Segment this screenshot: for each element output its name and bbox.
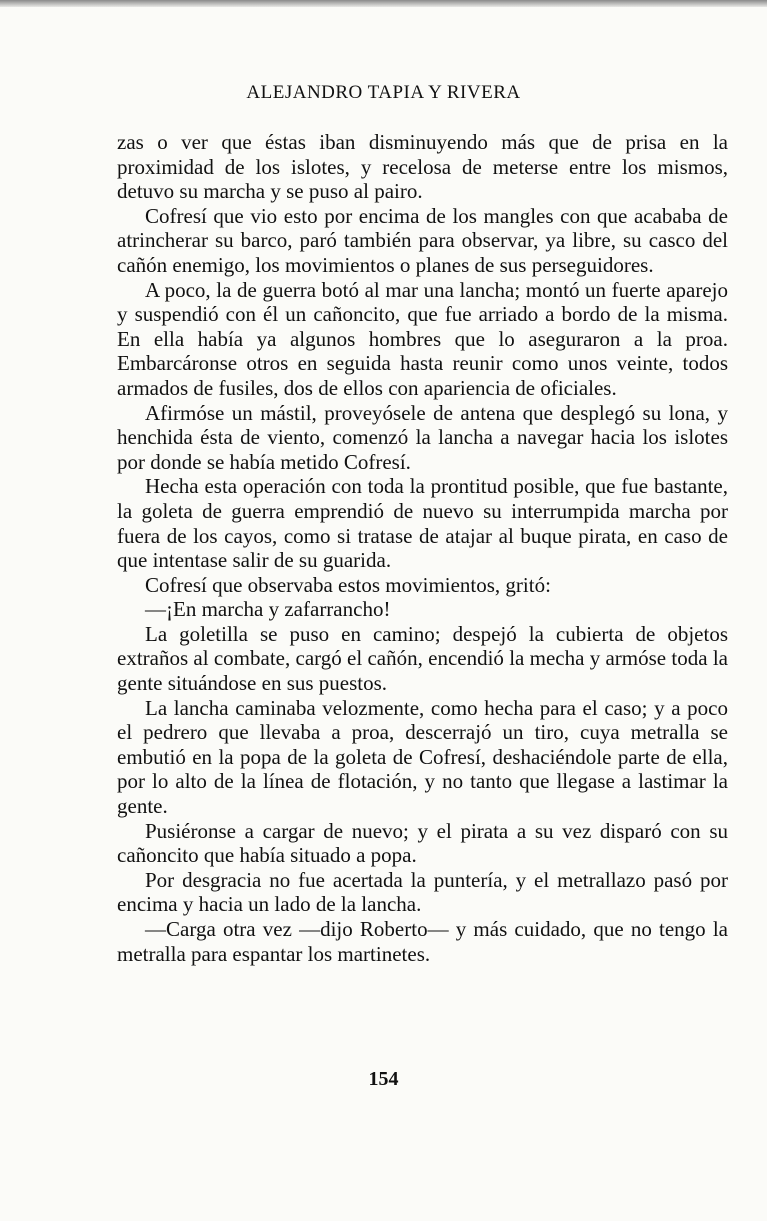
paragraph: Afirmóse un mástil, proveyósele de antena que desplegó su lona, y henchida ésta de viento, comenzó la lancha a navegar hacia los islotes por donde se había metido Cofresí.	[117, 400, 728, 474]
paragraph: Hecha esta operación con toda la prontitud posible, que fue bastante, la goleta de guerra emprendió de nuevo su interrumpida marcha por fuera de los cayos, como si tratase de atajar al buque pirata, en caso de que intentase salir de su guarida.	[117, 474, 728, 573]
paragraph: La goletilla se puso en camino; despejó la cubierta de objetos extraños al combate, cargó el cañón, encendió la mecha y armóse toda la gente situándose en sus puestos.	[117, 621, 728, 696]
paragraph: Cofresí que observaba estos movimientos, gritó:	[145, 572, 551, 597]
paragraph: La lancha caminaba velozmente, como hecha para el caso; y a poco el pedrero que llevaba a proa, descerrajó un tiro, cuya metralla se embutió en la popa de la goleta de Cofresí, deshaciéndole parte de ella, por lo alto de la línea de flotación, y no tanto que llegase a lastimar la gente.	[117, 695, 728, 819]
paragraph: zas o ver que éstas iban disminuyendo más que de prisa en la proximidad de los islotes, y recelosa de meterse entre los mismos, detuvo su marcha y se puso al pairo.	[117, 130, 728, 204]
paragraph: —¡En marcha y zafarrancho!	[145, 597, 391, 622]
page-top-edge	[0, 0, 767, 7]
page-number: 154	[368, 1068, 399, 1090]
paragraph: Pusiéronse a cargar de nuevo; y el pirata a su vez disparó con su cañoncito que había situado a popa.	[117, 818, 728, 868]
paragraph: —Carga otra vez —dijo Roberto— y más cuidado, que no tengo la metralla para espantar los martinetes.	[117, 917, 728, 966]
paragraph: Por desgracia no fue acertada la puntería, y el metrallazo pasó por encima y hacia un lado de la lancha.	[117, 867, 728, 917]
body-text	[117, 130, 728, 966]
paragraph: A poco, la de guerra botó al mar una lancha; montó un fuerte aparejo y suspendió con él un cañoncito, que fue arriado a bordo de la misma. En ella había ya algunos hombres que lo aseguraron a la proa. Embarcáronse otros en seguida hasta reunir como unos veinte, todos armados de fusiles, dos de ellos con apariencia de oficiales.	[117, 277, 728, 400]
running-header: ALEJANDRO TAPIA Y RIVERA	[246, 82, 521, 103]
paragraph: Cofresí que vio esto por encima de los mangles con que acababa de atrincherar su barco, paró también para observar, ya libre, su casco del cañón enemigo, los movimientos o planes de sus perseguidores.	[117, 203, 728, 277]
